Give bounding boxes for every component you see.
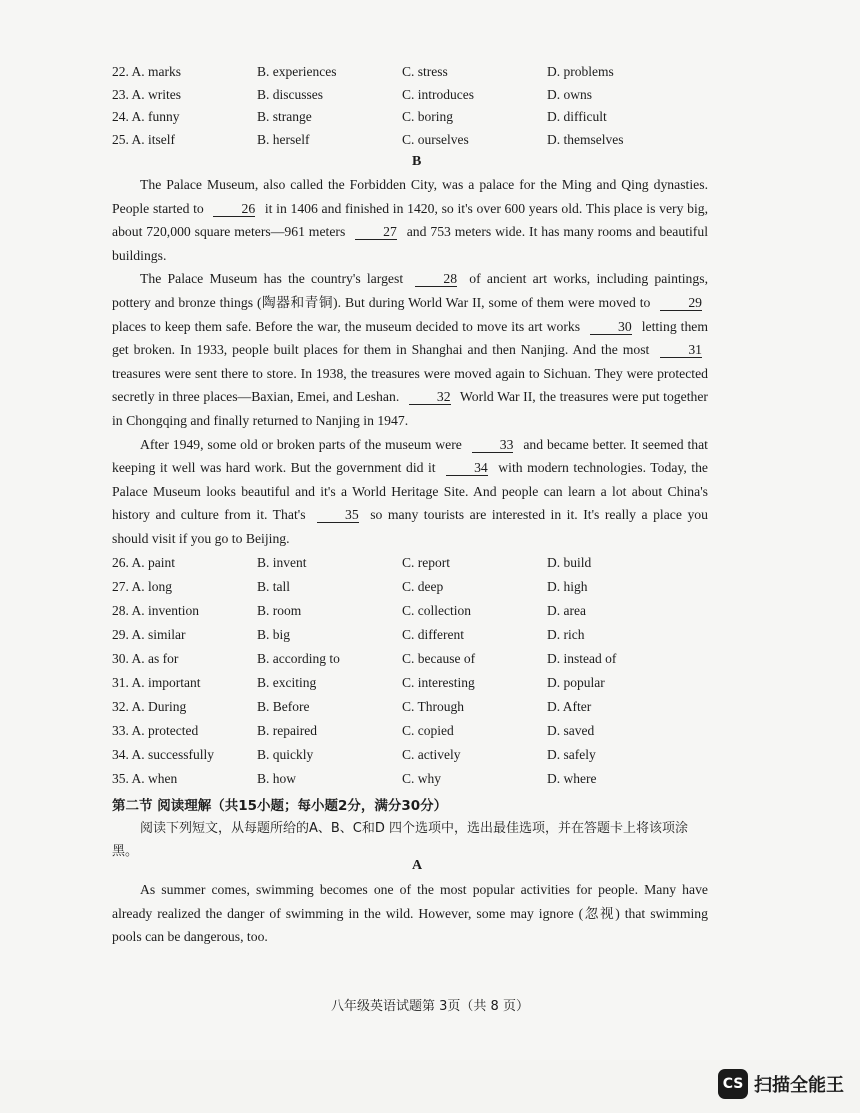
blank-31: 31 [660,342,702,358]
option-b: B. discusses [257,86,324,102]
text: The Palace Museum, also called the Forbidden City, was a palace for the Ming and Qing dynasties. People started to [112,177,708,216]
question-options-row [112,64,752,84]
option-c: C. actively [402,747,461,762]
option-d: D. popular [547,675,605,690]
question-options-row [112,603,752,623]
text: so many tourists are interested in it. It's really a place you should visit if you go to Beijing. [112,507,708,546]
option-a: 33. A. protected [112,723,199,738]
question-options-row [112,87,752,107]
question-options-row [112,771,752,791]
question-options-row [112,675,752,695]
section-2-heading: 第二节 阅读理解（共15小题；每小题2分，满分30分） [112,798,448,814]
text: it in 1406 and finished in 1420, so it's over 600 years old. This place is very big, about 720,000 square meters—961 meters [112,200,709,240]
option-c: C. because of [402,651,476,666]
blank-26: 26 [213,201,255,217]
option-c: C. collection [402,603,471,618]
scanner-brand-text: 扫描全能王 [754,1075,844,1096]
section-b-letter: B [412,154,422,169]
option-d: D. safely [547,747,596,762]
option-c: C. different [402,627,464,642]
option-b: B. invent [257,555,307,570]
option-c: C. boring [402,109,454,124]
option-a: 34. A. successfully [112,747,214,762]
passage-b-paragraph-2 [112,267,708,432]
passage-b [112,173,708,551]
option-c: C. ourselves [402,131,469,147]
scanner-watermark [718,1067,844,1101]
section-2-instruction: 阅读下列短文，从每题所给的A、B、C和D 四个选项中，选出最佳选项，并在答题卡上将该项涂黑。 [112,821,689,859]
option-b: B. strange [257,109,312,124]
option-b: B. room [257,603,302,618]
passage-b-paragraph-1 [112,173,708,267]
option-b: B. how [257,771,297,786]
blank-34: 34 [446,460,488,476]
blank-33: 33 [472,437,514,453]
option-a: 22. A. marks [112,64,181,79]
option-a: 28. A. invention [112,603,199,618]
question-options-row [112,699,752,719]
blank-29: 29 [660,295,702,311]
text: letting them get broken. In 1933, people built places for them in Shanghai and then Nanjing. And the most [112,318,709,358]
option-b: B. tall [257,579,290,594]
option-c: C. Through [402,699,465,714]
option-b: B. according to [257,651,340,666]
option-d: D. themselves [547,131,624,147]
option-b: B. experiences [257,64,337,79]
option-d: D. area [547,603,586,618]
option-d: D. saved [547,723,595,738]
question-options-row [112,651,752,671]
option-d: D. owns [547,86,593,102]
option-b: B. quickly [257,747,314,762]
section-a-letter: A [412,858,423,873]
option-d: D. instead of [547,651,617,666]
text: with modern technologies. Today, the Palace Museum looks beautiful and it's a World Heritage Site. And people can learn a lot about China's history and culture from it. That's [112,460,709,523]
option-b: B. repaired [257,723,317,738]
page-footer: 八年级英语试题第 3页（共 8 页） [331,999,529,1014]
blank-27: 27 [355,224,397,240]
option-c: C. introduces [402,86,474,102]
option-c: C. copied [402,723,454,738]
passage-a [112,878,708,949]
question-options-row [112,723,752,743]
option-b: B. herself [257,131,310,147]
question-options-row [112,579,752,599]
option-a: 30. A. as for [112,651,179,666]
option-b: B. Before [257,699,310,714]
option-c: C. deep [402,579,444,594]
option-c: C. report [402,555,450,570]
question-options-row [112,747,752,767]
text: World War II, the treasures were put together in Chongqing and finally returned to Nanjing in 1947. [112,389,708,428]
text: places to keep them safe. Before the war, the museum decided to move its art works [112,318,581,334]
text: and became better. It seemed that keeping it well was hard work. But the government did it [112,436,708,476]
passage-a-paragraph-1: As summer comes, swimming becomes one of the most popular activities for people. Many have already realized the danger of swimming in the wild. However, some may ignore (忽视) that swimming pools can be dangerous, too. [112,882,708,945]
option-d: D. difficult [547,109,607,124]
option-a: 24. A. funny [112,109,180,124]
option-a: 26. A. paint [112,555,175,570]
blank-30: 30 [590,319,632,335]
option-c: C. stress [402,64,448,79]
option-d: D. problems [547,64,614,79]
option-b: B. big [257,627,291,642]
blank-28: 28 [415,271,457,287]
blank-32: 32 [409,389,451,405]
text: of ancient art works, including paintings, pottery and bronze things (陶器和青铜). But during World War II, some of them were moved to [112,271,708,310]
option-a: 35. A. when [112,771,178,786]
option-a: 31. A. important [112,675,201,690]
option-d: D. After [547,699,592,714]
option-b: B. exciting [257,675,317,690]
option-a: 25. A. itself [112,131,175,147]
option-a: 32. A. During [112,699,187,714]
option-d: D. high [547,579,588,594]
text: The Palace Museum has the country's largest [140,271,404,287]
text: treasures were sent there to store. In 1938, the treasures were moved again to Sichuan. They were protected secretly in three places—Baxian, Emei, and Leshan. [112,365,708,405]
text: and 753 meters wide. It has many rooms and beautiful buildings. [112,224,709,263]
option-a: 23. A. writes [112,86,181,102]
question-options-row [112,109,752,129]
passage-b-paragraph-3 [112,433,708,551]
option-a: 27. A. long [112,579,173,594]
option-d: D. build [547,555,592,570]
option-d: D. rich [547,627,585,642]
option-c: C. interesting [402,675,475,690]
text: After 1949, some old or broken parts of the museum were [140,436,462,452]
question-options-row [112,627,752,647]
camscanner-logo-icon: CS [718,1069,748,1099]
option-a: 29. A. similar [112,627,186,642]
option-c: C. why [402,771,442,786]
question-options-row [112,132,752,152]
blank-35: 35 [317,507,359,523]
question-options-row [112,555,752,575]
option-d: D. where [547,771,597,786]
